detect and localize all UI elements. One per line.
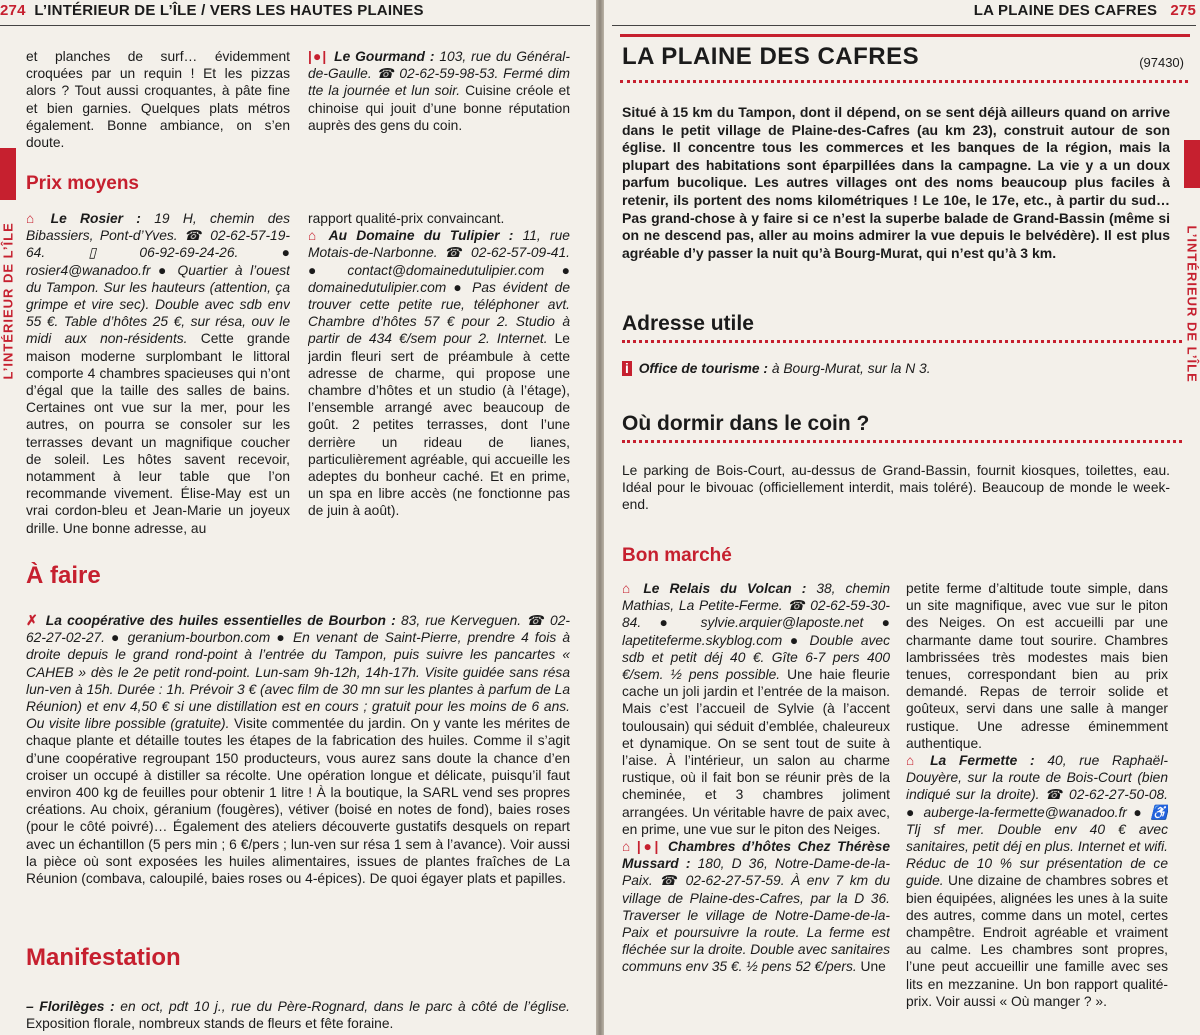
lodging-icon: ⌂ [308, 228, 317, 244]
florileges-entry [26, 998, 570, 1032]
gourmand-name: Le Gourmand : [334, 49, 435, 64]
activity-icon: ✗ [26, 613, 38, 628]
gourmand-phone: ☎ 02-62-59-98-53. [376, 66, 499, 82]
gourmand-text: Cuisine créole et chinoise qui jouit d’une bonne réputation auprès des gens du coin. [308, 83, 570, 133]
fermette-info: 40, rue Raphaël-Douyère, sur la route de Bois-Court (bien indiqué sur la droite). ☎ 02-62-27-50-08. ● auberge-la-fermette@wanadoo.fr ● ♿ Tlj sf mer. Double env 40 € avec sanitaires, petit déj en plus. Internet et wifi. Réduc de 10 % sur présentation de ce guide. [906, 753, 1168, 889]
left-running-title: L’INTÉRIEUR DE L’ÎLE / VERS LES HAUTES PLAINES [34, 2, 424, 19]
therese-name: Chambres d’hôtes Chez Thérèse Mussard : [622, 839, 890, 872]
lodging-icon: ⌂ [622, 581, 631, 596]
a-faire-section-head [26, 562, 326, 590]
right-head-rule [612, 25, 1196, 26]
adresse-dotted-rule [622, 340, 1182, 343]
florileges-name: – Florilèges : [26, 999, 115, 1014]
info-icon: i [622, 361, 632, 376]
florileges-text: Exposition florale, nombreux stands de fleurs et fête foraine. [26, 1016, 394, 1032]
bon-marche-col1 [622, 580, 890, 976]
therese-text-cont: petite ferme d’altitude toute simple, dans un site magnifique, avec vue sur le piton des Neiges. On est accueilli par une charmante dame tout sourire. Chambres lambrissées très modestes mais bien tenues, correspondant bien au prix demandé. Repas de terroir solide et goûteux, servi dans une salle à manger rustique. Une adresse éminemment authentique. [906, 581, 1168, 751]
intro-text: Situé à 15 km du Tampon, dont il dépend, on se sent déjà ailleurs quand on arrive dans le petit village de Plaine-des-Cafres (au km 23), construit autour de son église. Il concentre tous les commerces et les banques de la région, mais la plupart des habitations sont éparpillées dans la campagne. La vie y a un doux parfum bucolique. Les autres villages ont des noms beaucoup plus faciles à retenir, ils portent des noms kilométriques ! Le 10e, le 17e, etc., à partir du sud… Pas grand-chose à y faire si ce n’est la superbe balade de Grand-Bassin (même si on ne descend pas, aller au moins admirer la vue depuis le belvédère). Il est plus agréable d’y passer la nuit qu’à Bourg-Murat, qui n’est qu’à 3 km. [622, 104, 1170, 261]
right-running-head [974, 2, 1196, 24]
lodging-icon: ⌂ [906, 753, 915, 769]
prix-moyens-heading: Prix moyens [26, 173, 139, 194]
left-running-head [0, 2, 424, 24]
chapter-intro [622, 104, 1170, 262]
office-info: à Bourg-Murat, sur la N 3. [771, 361, 931, 376]
lodging-icon: ⌂ [26, 211, 35, 226]
rosier-entry [26, 210, 290, 537]
dormir-heading: Où dormir dans le coin ? [622, 412, 870, 435]
book-gutter [596, 0, 604, 1035]
therese-text: Une [860, 959, 886, 975]
cooperative-name: La coopérative des huiles essentielles de Bourbon : [45, 613, 396, 628]
bon-marche-section-head [622, 545, 922, 567]
gourmand-entry [308, 48, 570, 134]
prix-moyens-section-head [26, 173, 296, 195]
left-side-label: L’INTÉRIEUR DE L’ÎLE [0, 222, 16, 380]
tulipier-entry [308, 210, 570, 520]
cooperative-text: Visite commentée du jardin. On y vante les mérites de chaque plante et détaille toutes les étapes de la fabrication des huiles. Comme il s’agit d’une coopérative regroupant 150 producteurs, vous aurez sans doute la chance d’en croiser un occupé à distiller sa récolte. Une opération longue et délicate, puisqu’il faut environ 400 kg de feuilles pour obtenir 1 litre ! À la boutique, la SARL vend ses propres créations. Au choix, géranium (fougères), vétiver (boisé en notes de fond), baies roses (pour le côté poivré)… Également des ateliers découverte gustatifs desquels on repart avec un échantillon (5 pers min ; 6 €/pers ; lun-ven sur résa 1 sem à l’avance). Voir aussi la pièce où sont exposées les huiles alimentaires, issues de plantes fraîches de La Réunion (combava, caloupilé, baies roses ou 4-épices). De quoi égayer plats et papilles. [26, 716, 570, 887]
gourmand-details: Fermé dim tte la journée et lun soir. [308, 66, 570, 99]
tulipier-text: Le jardin fleuri sert de préambule à cette adresse de charme, qui propose une chambre d’hôtes et un studio (à l’étage), l’ensemble arrangé avec beaucoup de goût. 2 petites terrasses, dont l’une derrière un rideau de lianes, particulièrement agréable, qui accueille les adeptes du bonheur caché. Et en prime, un spa en libre accès (ne fonctionne pas de juin à août). [308, 331, 570, 519]
right-page [604, 0, 1200, 1035]
tulipier-name: Au Domaine du Tulipier : [328, 228, 514, 244]
office-entry [622, 360, 1170, 377]
title-dotted-rule [620, 80, 1188, 83]
cooperative-entry [26, 612, 570, 887]
restaurant-icon: |●| [308, 49, 327, 64]
right-running-title: LA PLAINE DES CAFRES [973, 2, 1158, 19]
relais-name: Le Relais du Volcan : [643, 581, 807, 596]
adresse-section-head [622, 312, 922, 336]
left-page [0, 0, 596, 1035]
relais-entry [622, 580, 890, 838]
cooperative-info: 83, rue Kerveguen. ☎ 02-62-27-02-27. ● geranium-bourbon.com ● En venant de Saint-Pierre, prendre 4 fois à droite depuis le grand rond-point à l’entrée du Tampon, puis suivre les pancartes « CAHEB » dès le 2e petit rond-point. Lun-sam 9h-12h, 14h-17h. Visite guidée sans résa lun-ven à 15h. Durée : 1h. Prévoir 3 € (avec film de 30 mn sur les plantes à parfum de La Réunion) et env 4,50 € si une distillation est en cours ; gratuit pour les moins de 6 ans. Ou visite libre possible (gratuite). [26, 613, 570, 732]
rosier-text: Cette grande maison moderne surplombant le littoral comporte 4 chambres spacieuses qui n’ont d’égal que la taille des salles de bains. Certaines ont vue sur la mer, pour les autres, on pourra se consoler sur les terrasses devant un magnifique coucher de soleil. Les hôtes savent recevoir, notamment à leur table que l’on recommande vivement. Élise-May est un vrai cordon-bleu et Jean-Marie un joyeux drille. Une bonne adresse, au [26, 331, 290, 536]
tulipier-info: 11, rue Motais-de-Narbonne. ☎ 02-62-57-09-41. ● contact@domainedutulipier.com ● domainedutulipier.com ● Pas évident de trouver cette petite rue, téléphoner avt. Chambre d’hôtes 57 € pour 2. Studio à partir de 434 €/sem pour 2. Internet. [308, 228, 570, 347]
fermette-text: Une dizaine de chambres sobres et bien équipées, alignées les unes à la suite des autres, comme dans un motel, certes champêtre. Endroit agréable et vraiment au calme. Les chambres sont propres, l’une peut accueillir une famille avec ses lits en mezzanine. Un bon rapport qualité-prix. Voir aussi « Où manger ? ». [906, 873, 1168, 1009]
florileges-info: en oct, pdt 10 j., rue du Père-Rognard, dans le parc à côté de l’église. [120, 999, 570, 1014]
dormir-section-head [622, 412, 1022, 436]
dormir-text: Le parking de Bois-Court, au-dessus de Grand-Bassin, fournit kiosques, toilettes, eau. Idéal pour le bivouac (officiellement interdit, mais toléré). Beaucoup de monde le week-end. [622, 463, 1170, 513]
manifestation-heading: Manifestation [26, 944, 181, 971]
pizzeria-text-end: et planches de surf… évidemment croquées par un requin ! Et les pizzas alors ? Tout aussi croquantes, à pâte fine et bien garnies. Quelques plats métros également. Bonne ambiance, on s’en doute. [26, 49, 290, 151]
postal-code: (97430) [1139, 55, 1184, 70]
therese-entry [622, 838, 890, 976]
relais-info: 38, chemin Mathias, La Petite-Ferme. ☎ 02-62-59-30-84. ● sylvie.arquier@laposte.net ● lapetiteferme.skyblog.com ● Double avec sdb et petit déj 40 €. Gîte 6-7 pers 400 €/sem. ½ pens possible. [622, 581, 890, 683]
left-side-tab [0, 148, 16, 200]
chapter-title-box [620, 34, 1190, 79]
right-side-label: L’INTÉRIEUR DE L’ÎLE [1184, 225, 1200, 383]
therese-info: 180, D 36, Notre-Dame-de-la-Paix. ☎ 02-62-27-57-59. À env 7 km du village de Plaine-des-Cafres, par la D 36. Traverser le village de Notre-Dame-de-la-Paix et poursuivre la route. La ferme est fléchée sur la droite. Double avec sanitaires communs env 35 €. ½ pens 52 €/pers. [622, 856, 890, 975]
left-page-number: 274 [0, 2, 26, 19]
adresse-heading: Adresse utile [622, 312, 754, 335]
rosier-name: Le Rosier : [50, 211, 141, 226]
lodging-restaurant-icon: ⌂ |●| [622, 839, 659, 855]
right-page-number: 275 [1170, 2, 1196, 19]
a-faire-heading: À faire [26, 562, 101, 589]
left-head-rule [0, 25, 590, 26]
rosier-text-cont: rapport qualité-prix convaincant. [308, 211, 505, 226]
fermette-name: La Fermette : [930, 753, 1035, 769]
chapter-title: LA PLAINE DES CAFRES [622, 43, 920, 70]
gourmand-address: 103, rue du Général-de-Gaulle. [308, 49, 570, 82]
bon-marche-heading: Bon marché [622, 545, 732, 566]
manifestation-section-head [26, 944, 326, 972]
left-col1-top [26, 48, 290, 151]
bon-marche-col2 [906, 580, 1168, 1010]
rosier-info: 19 H, chemin des Bibassiers, Pont-d’Yves. ☎ 02-62-57-19-64. ▯ 06-92-69-24-26. ● rosier4@wanadoo.fr ● Quartier à l’ouest du Tampon. Sur les hauteurs (attention, ça grimpe et vire sec). Double avec sdb env 55 €. Table d’hôtes 25 €, sur résa, ouv le midi aux non-résidents. [26, 211, 290, 347]
fermette-entry [906, 752, 1168, 1010]
office-name: Office de tourisme : [638, 361, 768, 376]
relais-text: Une haie fleurie cache un joli jardin et l’entrée de la maison. Mais c’est l’accueil de Sylvie (à l’accent toulousain) qui séduit d’emblée, chaleureux et dynamique. On se sent tout de suite à l’aise. À l’intérieur, un salon au charme rustique, où il fait bon se réunir près de la cheminée, et 3 chambres joliment arrangées. Un véritable havre de paix avec, en prime, une vue sur le piton des Neiges. [622, 667, 890, 837]
dormir-text-block [622, 462, 1170, 514]
right-side-tab [1184, 140, 1200, 188]
dormir-dotted-rule [622, 440, 1182, 443]
